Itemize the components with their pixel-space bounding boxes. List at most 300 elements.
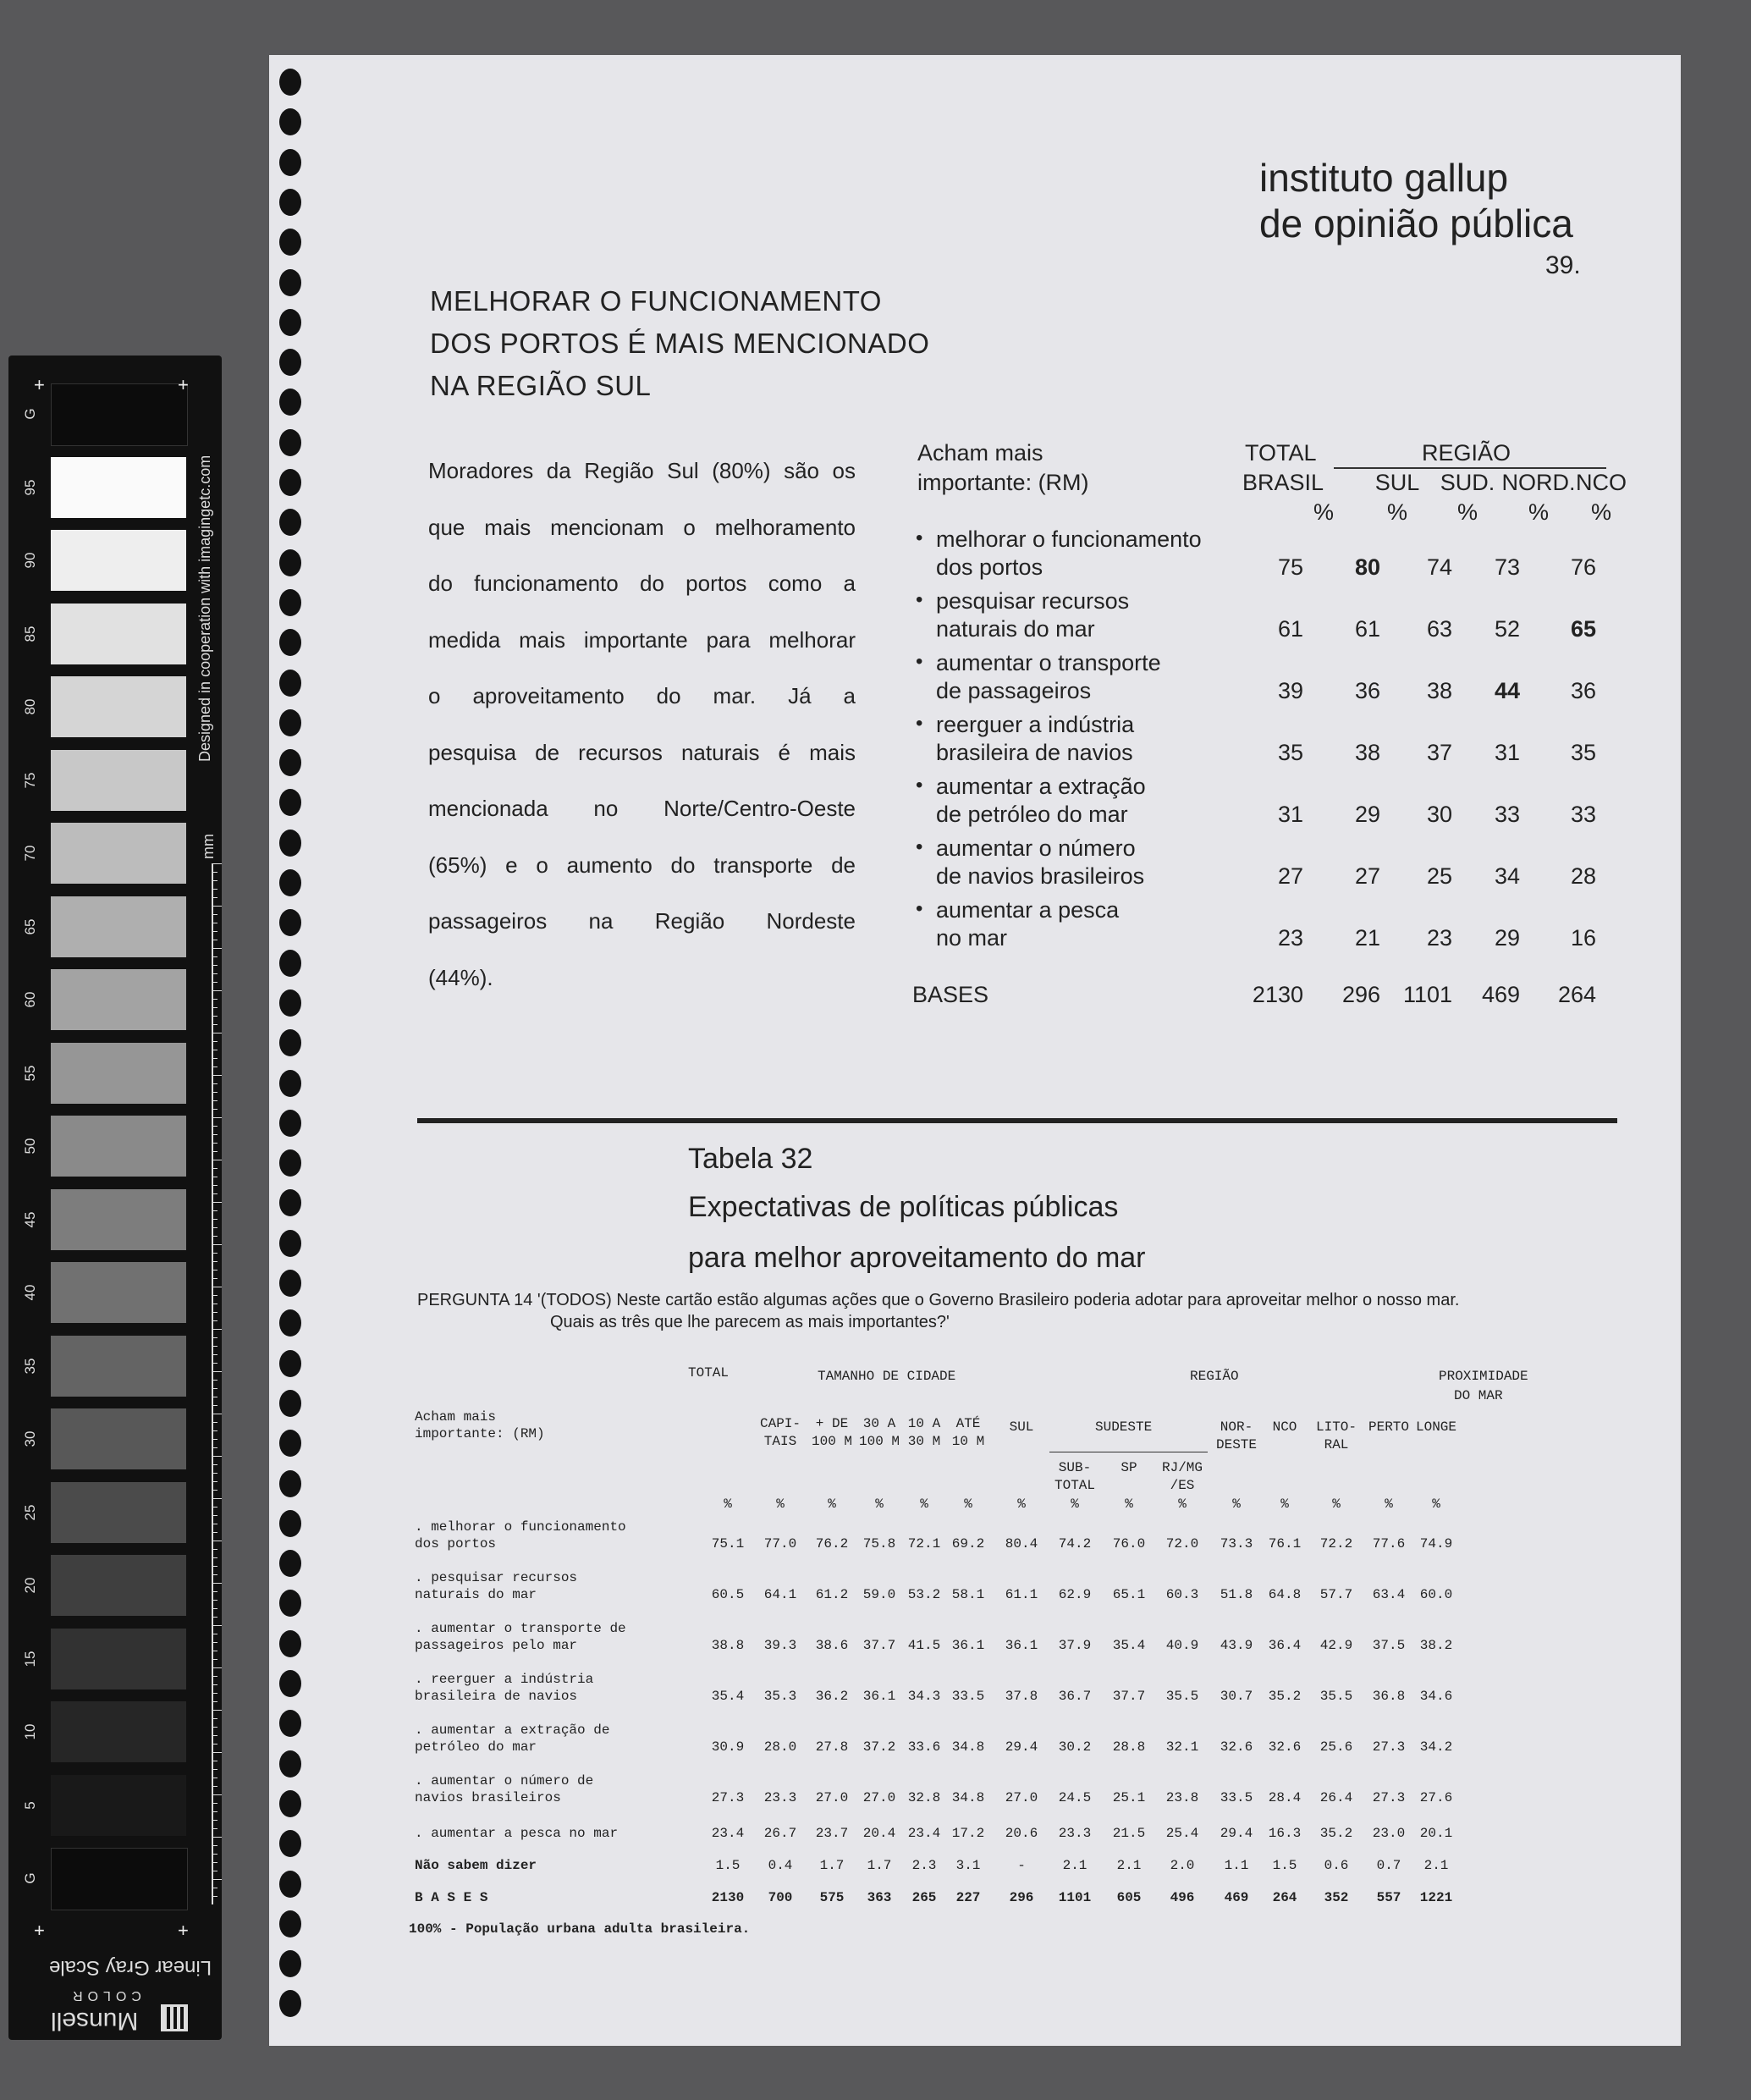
bullet-icon: • — [916, 588, 923, 611]
cell-value: 23.7 — [815, 1826, 849, 1841]
bases-label: B A S E S — [415, 1890, 488, 1905]
column-head: SUB- — [1058, 1460, 1092, 1475]
row-value: 61 — [1277, 616, 1303, 642]
row-value: 38 — [1354, 740, 1380, 765]
cell-value: 32.8 — [907, 1790, 941, 1805]
binder-hole — [279, 869, 301, 896]
gray-swatch — [51, 1629, 186, 1689]
binder-hole — [279, 629, 301, 656]
row-head: Acham mais — [415, 1409, 497, 1425]
scale-number: 10 — [22, 1723, 38, 1740]
cell-value: 61.1 — [1005, 1587, 1038, 1602]
paragraph-line: o aproveitamento do mar. Já a — [428, 683, 856, 708]
binder-hole — [279, 1110, 301, 1137]
gray-swatch — [51, 1408, 186, 1469]
bases-value: 227 — [955, 1890, 981, 1905]
scale-number: 70 — [22, 845, 38, 862]
registration-mark: + — [178, 374, 189, 395]
row-value: 75 — [1277, 554, 1303, 580]
binder-hole — [279, 549, 301, 576]
percent-sign: % — [724, 1496, 732, 1512]
cell-value: 25.1 — [1112, 1790, 1146, 1805]
cell-value: 27.0 — [815, 1790, 849, 1805]
cell-value: 72.2 — [1319, 1536, 1353, 1552]
row-label: naturais do mar — [936, 616, 1095, 642]
scale-number: G — [22, 1872, 38, 1884]
cell-value: 60.5 — [711, 1587, 745, 1602]
bullet-icon: • — [916, 897, 923, 920]
cell-value: 27.0 — [1005, 1790, 1038, 1805]
column-head: ATÉ — [955, 1416, 981, 1431]
bullet-icon: • — [916, 774, 923, 796]
column-head: 30 M — [907, 1434, 941, 1449]
binder-hole — [279, 269, 301, 296]
cell-value: 36.1 — [862, 1689, 896, 1704]
binder-hole — [279, 1990, 301, 2017]
group-head-prox: DO MAR — [1454, 1388, 1503, 1403]
binder-hole — [279, 389, 301, 416]
bullet-icon: • — [916, 835, 923, 858]
bases-value: 2130 — [1252, 982, 1303, 1007]
cell-value: 29.4 — [1005, 1739, 1038, 1755]
cell-value: 23.0 — [1372, 1826, 1406, 1841]
row-value: 39 — [1277, 678, 1303, 703]
group-head-prox: PROXIMIDADE — [1439, 1369, 1528, 1384]
bases-value: 296 — [1009, 1890, 1034, 1905]
percent-sign: % — [1017, 1496, 1026, 1512]
cell-value: 21.5 — [1112, 1826, 1146, 1841]
cell-value: 35.5 — [1319, 1689, 1353, 1704]
gray-swatch — [51, 457, 186, 518]
scale-number: 95 — [22, 479, 38, 495]
cell-value: 0.4 — [768, 1858, 793, 1873]
row-label: melhorar o funcionamento — [936, 526, 1202, 552]
scale-number: 60 — [22, 991, 38, 1008]
row-value: 36 — [1354, 678, 1380, 703]
cell-value: 35.5 — [1165, 1689, 1199, 1704]
cell-value: 26.4 — [1319, 1790, 1353, 1805]
column-head: 10 M — [951, 1434, 985, 1449]
cell-value: 43.9 — [1220, 1638, 1253, 1653]
cell-value: 59.0 — [862, 1587, 896, 1602]
cell-value: 76.2 — [815, 1536, 849, 1552]
row-label: aumentar a pesca — [936, 897, 1120, 923]
cell-value: 0.7 — [1376, 1858, 1401, 1873]
percent-sign: % — [1456, 499, 1478, 525]
scale-number: G — [22, 408, 38, 420]
cell-value: 1.5 — [715, 1858, 741, 1873]
row-label: de petróleo do mar — [936, 802, 1128, 827]
cell-value: 25.6 — [1319, 1739, 1353, 1755]
row-value: 25 — [1426, 863, 1452, 889]
cell-value: 75.1 — [711, 1536, 745, 1552]
column-head: 30 A — [862, 1416, 896, 1431]
column-head: PERTO — [1368, 1419, 1409, 1435]
column-head: + DE — [815, 1416, 849, 1431]
cell-value: 20.1 — [1419, 1826, 1453, 1841]
cell-value: 30.7 — [1220, 1689, 1253, 1704]
document-page — [269, 55, 1681, 2046]
mm-label: mm — [200, 834, 217, 859]
cell-value: 36.1 — [1005, 1638, 1038, 1653]
binder-hole — [279, 1149, 301, 1177]
row-value: 16 — [1570, 925, 1596, 951]
cell-value: 74.2 — [1058, 1536, 1092, 1552]
row-label: navios brasileiros — [415, 1790, 561, 1805]
binder-hole — [279, 989, 301, 1017]
gray-swatch — [51, 1848, 188, 1910]
cell-value: 61.2 — [815, 1587, 849, 1602]
bases-value: 700 — [768, 1890, 793, 1905]
linear-gray-scale-label: Linear Gray Scale — [49, 1956, 212, 1979]
cell-value: 69.2 — [951, 1536, 985, 1552]
cell-value: 34.6 — [1419, 1689, 1453, 1704]
row-value: 34 — [1494, 863, 1520, 889]
row-label: aumentar o transporte — [936, 650, 1161, 675]
column-head: 100 M — [811, 1434, 852, 1449]
percent-sign: % — [1232, 1496, 1241, 1512]
binder-hole — [279, 509, 301, 536]
binder-hole — [279, 709, 301, 736]
cell-value: 27.0 — [862, 1790, 896, 1805]
cell-value: 35.4 — [711, 1689, 745, 1704]
region-column-head: SUD. — [1440, 470, 1495, 495]
row-value: 37 — [1426, 740, 1452, 765]
row-label: . aumentar o transporte de — [415, 1621, 626, 1636]
group-head-regiao: REGIÃO — [1190, 1369, 1239, 1384]
headline-line: MELHORAR O FUNCIONAMENTO — [430, 285, 882, 317]
table-title: Tabela 32 — [688, 1143, 813, 1175]
cell-value: 2.1 — [1116, 1858, 1142, 1873]
row-label: . reerguer a indústria — [415, 1672, 594, 1687]
percent-sign: % — [1280, 1496, 1289, 1512]
cell-value: 16.3 — [1268, 1826, 1302, 1841]
binder-hole — [279, 1189, 301, 1216]
paragraph-line: pesquisa de recursos naturais é mais — [428, 739, 856, 765]
gray-swatch — [51, 1555, 186, 1616]
row-value: 73 — [1494, 554, 1520, 580]
binder-hole — [279, 1710, 301, 1737]
cell-value: 35.2 — [1268, 1689, 1302, 1704]
cell-value: 23.3 — [1058, 1826, 1092, 1841]
bases-value: 264 — [1557, 982, 1596, 1007]
binder-hole — [279, 1750, 301, 1778]
row-head: importante: (RM) — [415, 1426, 545, 1441]
percent-sign: % — [875, 1496, 884, 1512]
paragraph-line: medida mais importante para melhorar — [428, 626, 856, 653]
column-head: TOTAL — [1054, 1478, 1095, 1493]
row-value: 63 — [1426, 616, 1452, 642]
gray-swatch — [51, 1043, 186, 1104]
paragraph-line: mencionada no Norte/Centro-Oeste — [428, 796, 856, 821]
gray-swatch — [51, 1116, 186, 1177]
row-value: 23 — [1277, 925, 1303, 951]
munsell-logo-icon — [161, 2004, 188, 2031]
cell-value: 33.5 — [1220, 1790, 1253, 1805]
scale-number: 40 — [22, 1284, 38, 1301]
paragraph-line: passageiros na Região Nordeste — [428, 908, 856, 934]
row-label: . aumentar a extração de — [415, 1722, 610, 1738]
cell-value: 41.5 — [907, 1638, 941, 1653]
cell-value: 60.3 — [1165, 1587, 1199, 1602]
binder-hole — [279, 589, 301, 616]
row-value: 52 — [1494, 616, 1520, 642]
cell-value: 32.6 — [1220, 1739, 1253, 1755]
cell-value: 34.3 — [907, 1689, 941, 1704]
table-subtitle-1: Expectativas de políticas públicas — [688, 1191, 1119, 1223]
cell-value: 27.8 — [815, 1739, 849, 1755]
gray-swatch — [51, 530, 186, 591]
scale-number: 85 — [22, 626, 38, 642]
row-label: pesquisar recursos — [936, 588, 1130, 614]
row-value: 21 — [1354, 925, 1380, 951]
cell-value: 73.3 — [1220, 1536, 1253, 1552]
cell-value: 34.8 — [951, 1790, 985, 1805]
cell-value: 1.1 — [1224, 1858, 1249, 1873]
row-label: brasileira de navios — [415, 1689, 578, 1704]
gray-swatch — [51, 1262, 186, 1323]
cell-value: 36.4 — [1268, 1638, 1302, 1653]
binder-hole — [279, 950, 301, 977]
binder-hole — [279, 749, 301, 776]
regiao-underline — [1334, 467, 1606, 469]
gray-swatch — [51, 1336, 186, 1397]
footnote: 100% - População urbana adulta brasileira. — [409, 1921, 751, 1937]
cell-value: 64.8 — [1268, 1587, 1302, 1602]
cell-value: 23.8 — [1165, 1790, 1199, 1805]
scale-number: 80 — [22, 698, 38, 715]
cell-value: 58.1 — [951, 1587, 985, 1602]
cell-value: 24.5 — [1058, 1790, 1092, 1805]
row-label: dos portos — [415, 1536, 497, 1552]
gray-swatch — [51, 1189, 186, 1250]
cell-value: 62.9 — [1058, 1587, 1092, 1602]
scale-number: 35 — [22, 1358, 38, 1374]
cell-value: 2.1 — [1062, 1858, 1087, 1873]
binder-hole — [279, 1790, 301, 1817]
registration-mark: + — [34, 374, 45, 395]
bases-value: 265 — [911, 1890, 937, 1905]
sudeste-head: SUDESTE — [1095, 1419, 1153, 1435]
column-head: RAL — [1324, 1437, 1349, 1452]
row-value: 27 — [1354, 863, 1380, 889]
bullet-icon: • — [916, 650, 923, 673]
row-label: naturais do mar — [415, 1587, 537, 1602]
column-head: 100 M — [858, 1434, 900, 1449]
cell-value: 72.1 — [907, 1536, 941, 1552]
gray-swatch — [51, 383, 188, 446]
bullet-icon: • — [916, 526, 923, 549]
cell-value: 53.2 — [907, 1587, 941, 1602]
cell-value: 20.6 — [1005, 1826, 1038, 1841]
column-head: LITO- — [1315, 1419, 1357, 1435]
binder-hole — [279, 1270, 301, 1297]
cell-value: - — [1017, 1858, 1026, 1873]
gray-swatch — [51, 1775, 186, 1836]
cell-value: 30.2 — [1058, 1739, 1092, 1755]
percent-sign: % — [1125, 1496, 1133, 1512]
cell-value: 26.7 — [763, 1826, 797, 1841]
total-label: BRASIL — [1242, 470, 1324, 495]
binder-hole — [279, 1390, 301, 1417]
cell-value: 35.3 — [763, 1689, 797, 1704]
cell-value: 37.2 — [862, 1739, 896, 1755]
cell-value: 20.4 — [862, 1826, 896, 1841]
paragraph-line: (44%). — [428, 964, 493, 990]
cell-value: 40.9 — [1165, 1638, 1199, 1653]
gray-swatch — [51, 896, 186, 957]
row-value: 74 — [1426, 554, 1452, 580]
cell-value: 29.4 — [1220, 1826, 1253, 1841]
row-value: 35 — [1570, 740, 1596, 765]
scale-number: 30 — [22, 1430, 38, 1447]
column-head: 10 A — [907, 1416, 941, 1431]
column-head: LONGE — [1415, 1419, 1456, 1435]
cell-value: 23.4 — [711, 1826, 745, 1841]
page-number: 39. — [1545, 251, 1581, 279]
region-column-head: SUL — [1374, 470, 1420, 495]
cell-value: 2.3 — [911, 1858, 937, 1873]
row-value: 31 — [1277, 802, 1303, 827]
binder-hole — [279, 1630, 301, 1657]
row-value: 31 — [1494, 740, 1520, 765]
cell-value: 27.6 — [1419, 1790, 1453, 1805]
bases-value: 1101 — [1402, 982, 1452, 1007]
cell-value: 34.2 — [1419, 1739, 1453, 1755]
row-label: de navios brasileiros — [936, 863, 1145, 889]
binder-hole — [279, 1230, 301, 1257]
binder-hole — [279, 349, 301, 376]
question-line-2: Quais as três que lhe parecem as mais importantes?' — [550, 1313, 950, 1331]
column-head: CAPI- — [759, 1416, 801, 1431]
cell-value: 37.7 — [862, 1638, 896, 1653]
bases-label: BASES — [912, 982, 989, 1007]
percent-sign: % — [1313, 499, 1334, 525]
bases-value: 1221 — [1419, 1890, 1453, 1905]
cell-value: 36.8 — [1372, 1689, 1406, 1704]
cell-value: 57.7 — [1319, 1587, 1353, 1602]
gray-swatch — [51, 750, 186, 811]
paragraph-line: que mais mencionam o melhoramento — [428, 514, 856, 540]
cell-value: 64.1 — [763, 1587, 797, 1602]
cell-value: 77.6 — [1372, 1536, 1406, 1552]
cell-value: 37.5 — [1372, 1638, 1406, 1653]
cell-value: 35.2 — [1319, 1826, 1353, 1841]
column-head: RJ/MG — [1161, 1460, 1203, 1475]
bases-value: 352 — [1324, 1890, 1349, 1905]
gray-swatch — [51, 823, 186, 884]
percent-sign: % — [1178, 1496, 1187, 1512]
scale-number: 45 — [22, 1211, 38, 1227]
percent-sign: % — [1385, 1496, 1393, 1512]
gray-swatch — [51, 969, 186, 1030]
row-value: 35 — [1277, 740, 1303, 765]
binder-hole — [279, 830, 301, 857]
row-label: no mar — [936, 925, 1008, 951]
cell-value: 2.0 — [1170, 1858, 1195, 1873]
cell-value: 38.2 — [1419, 1638, 1453, 1653]
cell-value: 27.3 — [1372, 1790, 1406, 1805]
binder-hole — [279, 1590, 301, 1617]
registration-mark: + — [34, 1920, 45, 1941]
cell-value: 1.7 — [819, 1858, 845, 1873]
cell-value: 63.4 — [1372, 1587, 1406, 1602]
cell-value: 37.7 — [1112, 1689, 1146, 1704]
row-value: 29 — [1354, 802, 1380, 827]
cell-value: 75.8 — [862, 1536, 896, 1552]
row-value: 36 — [1570, 678, 1596, 703]
binder-hole — [279, 1510, 301, 1537]
column-head: SP — [1121, 1460, 1137, 1475]
binder-hole — [279, 1670, 301, 1697]
column-head: NOR- — [1220, 1419, 1253, 1435]
bases-value: 363 — [867, 1890, 892, 1905]
scale-number: 25 — [22, 1504, 38, 1520]
percent-sign: % — [1432, 1496, 1440, 1512]
row-label: . aumentar o número de — [415, 1773, 594, 1789]
binder-hole — [279, 1550, 301, 1577]
scale-number: 90 — [22, 552, 38, 569]
cell-value: 27.3 — [1372, 1739, 1406, 1755]
registration-mark: + — [178, 1920, 189, 1941]
mm-ruler — [212, 863, 218, 1904]
column-head: DESTE — [1215, 1437, 1257, 1452]
cell-value: 34.8 — [951, 1739, 985, 1755]
scale-number: 15 — [22, 1651, 38, 1667]
row-value: 23 — [1426, 925, 1452, 951]
binder-hole — [279, 1950, 301, 1977]
summary-header-line: Acham mais — [917, 440, 1043, 466]
row-label: aumentar o número — [936, 835, 1136, 861]
gray-swatch — [51, 1701, 186, 1762]
paragraph-line: do funcionamento do portos como a — [428, 570, 856, 596]
bases-value: 469 — [1224, 1890, 1249, 1905]
percent-sign: % — [776, 1496, 785, 1512]
designer-credit: Designed in cooperation with imagingetc.com — [196, 455, 213, 762]
cell-value: 30.9 — [711, 1739, 745, 1755]
cell-value: 32.6 — [1268, 1739, 1302, 1755]
cell-value: 25.4 — [1165, 1826, 1199, 1841]
binder-hole — [279, 1830, 301, 1857]
gray-swatch — [51, 1482, 186, 1543]
munsell-color-label: COLOR — [68, 1988, 141, 2003]
cell-value: 35.4 — [1112, 1638, 1146, 1653]
row-value: 33 — [1494, 802, 1520, 827]
percent-sign: % — [1590, 499, 1611, 525]
cell-value: 42.9 — [1319, 1638, 1353, 1653]
binder-hole — [279, 469, 301, 496]
binder-hole — [279, 1309, 301, 1337]
bases-value: 557 — [1376, 1890, 1401, 1905]
row-label: Não sabem dizer — [415, 1858, 537, 1873]
cell-value: 51.8 — [1220, 1587, 1253, 1602]
percent-sign: % — [964, 1496, 972, 1512]
institute-name-line2: de opinião pública — [1259, 201, 1573, 245]
cell-value: 38.8 — [711, 1638, 745, 1653]
cell-value: 36.1 — [951, 1638, 985, 1653]
row-label: aumentar a extração — [936, 774, 1146, 799]
percent-sign: % — [1071, 1496, 1079, 1512]
scale-number: 55 — [22, 1065, 38, 1081]
column-head: /ES — [1170, 1478, 1195, 1493]
cell-value: 36.7 — [1058, 1689, 1092, 1704]
headline-line: DOS PORTOS É MAIS MENCIONADO — [430, 328, 930, 359]
question-line-1: PERGUNTA 14 '(TODOS) Neste cartão estão algumas ações que o Governo Brasileiro poderia adotar para aproveitar melhor o nosso mar. — [417, 1291, 1460, 1309]
row-value: 30 — [1426, 802, 1452, 827]
cell-value: 23.4 — [907, 1826, 941, 1841]
row-label: brasileira de navios — [936, 740, 1133, 765]
scale-number: 20 — [22, 1577, 38, 1594]
